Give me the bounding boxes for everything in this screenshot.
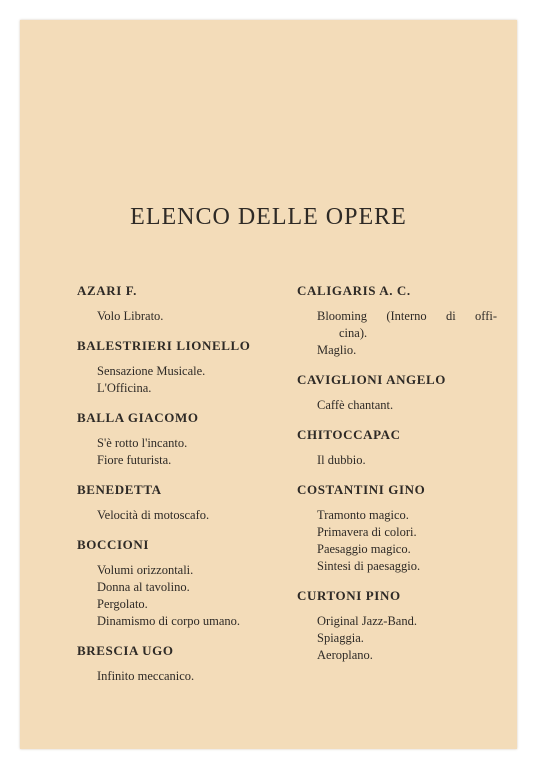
catalogue-page xyxy=(20,20,517,749)
work-title: Paesaggio magico. xyxy=(317,542,411,556)
works-list xyxy=(297,507,497,575)
work-title: Velocità di motoscafo. xyxy=(97,508,210,522)
work-title: Pergolato. xyxy=(97,597,148,611)
artist-name: BRESCIA UGO xyxy=(77,643,174,658)
artist-entry xyxy=(77,409,287,469)
artist-entry xyxy=(297,481,497,575)
work-title-continued: cina). xyxy=(339,326,368,340)
works-list xyxy=(77,363,287,397)
work-title: Caffè chantant. xyxy=(317,398,394,412)
artist-entry xyxy=(77,282,287,325)
artist-entry xyxy=(297,426,497,469)
work-title: L'Officina. xyxy=(97,381,152,395)
works-list xyxy=(77,308,287,325)
artist-name: BENEDETTA xyxy=(77,482,162,497)
work-title: Primavera di colori. xyxy=(317,525,417,539)
work-title: Dinamismo di corpo umano. xyxy=(97,614,241,628)
works-list xyxy=(77,668,287,685)
work-title: Original Jazz-Band. xyxy=(317,614,417,628)
artist-list-right xyxy=(297,282,497,664)
works-list xyxy=(297,397,497,414)
works-list xyxy=(77,507,287,524)
works-list xyxy=(297,613,497,664)
artist-entry xyxy=(77,481,287,524)
works-list xyxy=(297,452,497,469)
work-title: Spiaggia. xyxy=(317,631,364,645)
works-list xyxy=(77,435,287,469)
work-title: Aeroplano. xyxy=(317,648,373,662)
works-list xyxy=(297,308,497,359)
artist-name: CHITOCCAPAC xyxy=(297,427,401,442)
artist-name: BOCCIONI xyxy=(77,537,149,552)
work-title: Volo Librato. xyxy=(97,309,164,323)
work-title: Tramonto magico. xyxy=(317,508,409,522)
work-title: Fiore futurista. xyxy=(97,453,172,467)
artist-name: CAVIGLIONI ANGELO xyxy=(297,372,447,387)
work-title: Volumi orizzontali. xyxy=(97,563,194,577)
work-title: S'è rotto l'incanto. xyxy=(97,436,188,450)
artist-list-left xyxy=(77,282,287,685)
artist-name: CURTONI PINO xyxy=(297,588,401,603)
artist-entry xyxy=(77,337,287,397)
work-title: Infinito meccanico. xyxy=(97,669,195,683)
work-title: Sintesi di paesaggio. xyxy=(317,559,421,573)
artist-entry xyxy=(77,536,287,630)
artist-name: COSTANTINI GINO xyxy=(297,482,426,497)
artist-entry xyxy=(297,282,497,359)
work-title: Donna al tavolino. xyxy=(97,580,190,594)
artist-name: BALLA GIACOMO xyxy=(77,410,199,425)
artist-name: CALIGARIS A. C. xyxy=(297,283,411,298)
work-title: Il dubbio. xyxy=(317,453,366,467)
work-title: Maglio. xyxy=(317,343,357,357)
work-title: Blooming (Interno di offi- xyxy=(317,309,497,323)
artist-entry xyxy=(297,371,497,414)
artist-entry xyxy=(77,642,287,685)
artist-entry xyxy=(297,587,497,664)
works-list xyxy=(77,562,287,630)
page-title: ELENCO DELLE OPERE xyxy=(130,204,407,230)
work-title: Sensazione Musicale. xyxy=(97,364,206,378)
artist-name: BALESTRIERI LIONELLO xyxy=(77,338,251,353)
artist-name: AZARI F. xyxy=(77,283,137,298)
